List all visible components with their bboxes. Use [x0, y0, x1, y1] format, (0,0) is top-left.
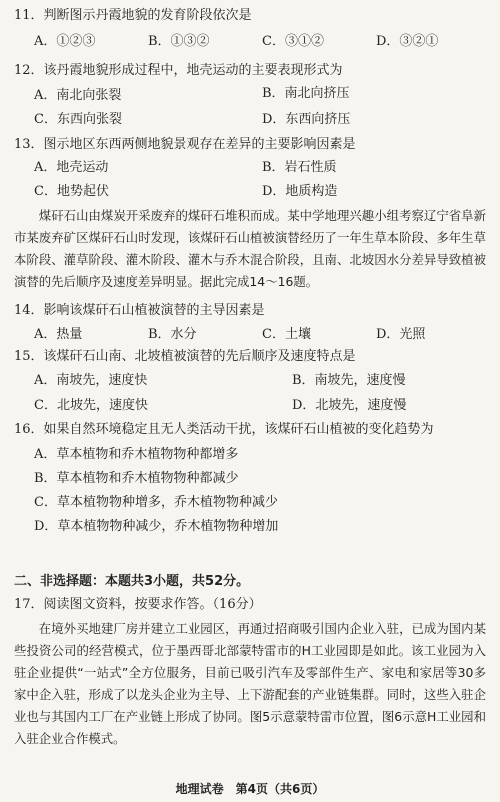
section-two-heading: 二、非选择题：本题共3小题，共52分。 [14, 574, 250, 589]
q13-option-a: A．地壳运动 [34, 160, 109, 175]
q11-option-a: A．①②③ [34, 34, 96, 49]
question-15-stem: 15．该煤矸石山南、北坡植被演替的先后顺序及速度特点是 [14, 349, 356, 364]
q16-option-b: B．草本植物和乔木植物物种都减少 [34, 471, 239, 486]
question-12-stem: 12．该丹霞地貌形成过程中，地壳运动的主要表现形式为 [14, 63, 343, 78]
q13-option-c: C．地势起伏 [34, 184, 109, 199]
q15-option-d: D．北坡先，速度慢 [292, 398, 407, 413]
q11-option-c: C．③①② [262, 34, 324, 49]
question-14-stem: 14．影响该煤矸石山植被演替的主导因素是 [14, 303, 265, 318]
q14-option-a: A．热量 [34, 327, 83, 342]
question-13-stem: 13．图示地区东西两侧地貌景观存在差异的主要影响因素是 [14, 137, 356, 152]
reading-passage-coal-gangue: 煤矸石山由煤炭开采废弃的煤矸石堆积而成。某中学地理兴趣小组考察辽宁省阜新市某废弃矿区煤矸石山时发现，该煤矸石山植被演替经历了一年生草本阶段、多年生草本阶段、灌草阶段、灌木阶段、灌木与乔木混合阶段，且南、北坡因水分差异导致植被演替的先后顺序及速度差异明显。据此完成14～16题。 [14, 208, 486, 289]
reading-passage-industrial-park: 在境外买地建厂房并建立工业园区，再通过招商吸引国内企业入驻，已成为国内某些投资公司的经营模式，位于墨西哥北部蒙特雷市的H工业园即是如此。该工业园为入驻企业提供“一站式”全方位服务，目前已吸引汽车及零部件生产、家电和家居等30多家中企入驻，形成了以龙头企业为主导、上下游配套的产业链集群。同时，这些入驻企业也与其国内工厂在产业链上形成了协同。图5示意蒙特雷市位置，图6示意H工业园和入驻企业合作模式。 [14, 621, 486, 746]
q13-option-d: D．地质构造 [262, 184, 338, 199]
q11-option-d: D．③②① [376, 34, 439, 49]
q16-option-d: D．草本植物物种减少，乔木植物物种增加 [34, 519, 279, 534]
page-footer: 地理试卷 第4页（共6页） [175, 782, 325, 796]
question-16-stem: 16．如果自然环境稳定且无人类活动干扰，该煤矸石山植被的变化趋势为 [14, 422, 434, 437]
q12-option-d: D．东西向挤压 [262, 112, 351, 127]
q12-option-a: A．南北向张裂 [34, 88, 122, 103]
question-11-stem: 11．判断图示丹霞地貌的发育阶段依次是 [14, 8, 252, 23]
q16-option-c: C．草本植物物种增多，乔木植物物种减少 [34, 495, 278, 510]
q12-option-b: B．南北向挤压 [262, 86, 350, 101]
q11-option-b: B．①③② [148, 34, 210, 49]
q14-option-d: D．光照 [376, 327, 426, 342]
q14-option-b: B．水分 [148, 327, 197, 342]
q14-option-c: C．土壤 [262, 327, 311, 342]
q15-option-c: C．北坡先，速度快 [34, 398, 148, 413]
q12-option-c: C．东西向张裂 [34, 112, 122, 127]
q16-option-a: A．草本植物和乔木植物物种都增多 [34, 447, 239, 462]
q13-option-b: B．岩石性质 [262, 160, 337, 175]
question-17-stem: 17．阅读图文资料，按要求作答。（16分） [14, 597, 262, 612]
q15-option-a: A．南坡先，速度快 [34, 373, 148, 388]
q15-option-b: B．南坡先，速度慢 [292, 373, 406, 388]
